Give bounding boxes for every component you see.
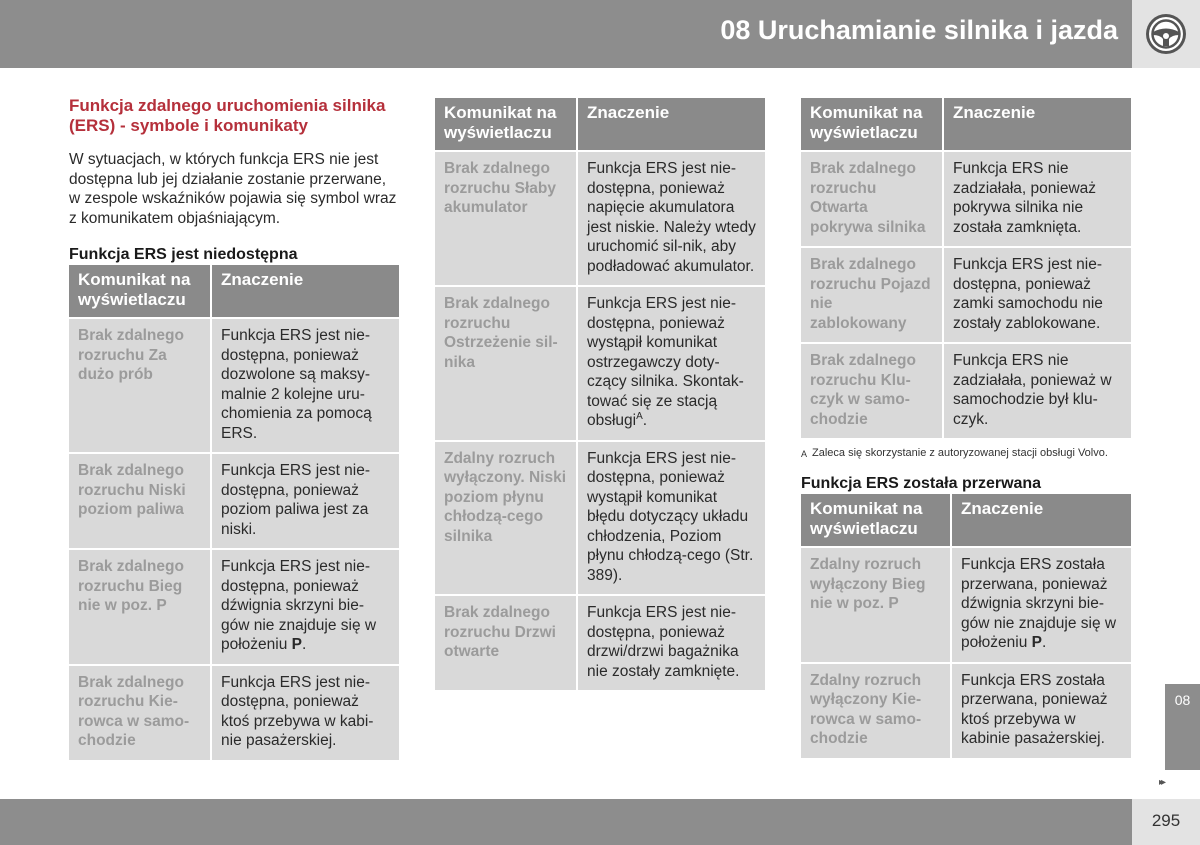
gear-position-label: P bbox=[291, 636, 303, 653]
header-message: Komunikat na wyświetlaczu bbox=[435, 98, 578, 152]
meaning-cell: Funkcja ERS nie zadziałała, ponieważ w samochodzie był klu-czyk. bbox=[944, 344, 1131, 440]
meaning-text: Funkcja ERS jest nie-dostępna, ponieważ wystąpił komunikat ostrzegawczy doty-czący silnika. Skontak-tować się ze stacją obsługi bbox=[587, 295, 744, 429]
message-cell: Brak zdalnego rozruchu Słaby akumulator bbox=[435, 152, 578, 287]
message-cell: Brak zdalnego rozruchu Otwarta pokrywa silnika bbox=[801, 152, 944, 248]
table-row bbox=[69, 319, 399, 454]
steering-wheel-icon bbox=[1145, 13, 1187, 55]
page-header bbox=[0, 0, 1132, 68]
column-right bbox=[801, 98, 1131, 760]
intro-paragraph: W sytuacjach, w których funkcja ERS nie jest dostępna lub jej działanie zostanie przerwane, w zespole wskaźników pojawia się symbol wraz z komunikatem objaśniającym. bbox=[69, 151, 397, 227]
column-middle bbox=[435, 98, 765, 692]
message-cell: Brak zdalnego rozruchu Niski poziom paliwa bbox=[69, 454, 212, 550]
gear-position-label: P bbox=[1031, 634, 1043, 651]
message-cell: Zdalny rozruch wyłączony Kie-rowca w samo-chodzie bbox=[801, 664, 952, 760]
table-row bbox=[435, 596, 765, 692]
section-title: Funkcja zdalnego uruchomienia silnika (ERS) - symbole i komunikaty bbox=[69, 96, 386, 135]
header-meaning: Znaczenie bbox=[952, 494, 1131, 548]
table-row bbox=[801, 344, 1131, 440]
column-left bbox=[69, 96, 399, 762]
table-row bbox=[801, 664, 1131, 760]
table-header-row bbox=[435, 98, 765, 152]
meaning-cell: Funkcja ERS jest nie-dostępna, ponieważ zamki samochodu nie zostały zablokowane. bbox=[944, 248, 1131, 344]
meaning-cell: Funkcja ERS jest nie-dostępna, ponieważ napięcie akumulatora jest niskie. Należy wtedy uruchomić sil-nik, aby podładować akumulator. bbox=[578, 152, 765, 287]
message-cell: Brak zdalnego rozruchu Klu-czyk w samo-chodzie bbox=[801, 344, 944, 440]
meaning-cell bbox=[952, 548, 1131, 664]
meaning-end: . bbox=[1042, 634, 1047, 651]
table-row bbox=[69, 666, 399, 762]
footnote-text: Zaleca się skorzystanie z autoryzowanej stacji obsługi Volvo. bbox=[812, 447, 1108, 459]
table-header-row bbox=[801, 494, 1131, 548]
meaning-cell: Funkcja ERS jest nie-dostępna, ponieważ wystąpił komunikat błędu dotyczący układu chłodzenia, Poziom płynu chłodzą-cego (Str. 389). bbox=[578, 442, 765, 597]
message-cell: Brak zdalnego rozruchu Kie-rowca w samo-chodzie bbox=[69, 666, 212, 762]
meaning-text: Funkcja ERS jest nie-dostępna, ponieważ dźwignia skrzyni bie-gów nie znajduje się w położeniu bbox=[221, 558, 377, 653]
table-row bbox=[435, 442, 765, 597]
chapter-side-tab: 08 bbox=[1165, 684, 1200, 770]
header-meaning: Znaczenie bbox=[212, 265, 399, 319]
message-cell: Brak zdalnego rozruchu Drzwi otwarte bbox=[435, 596, 578, 692]
message-cell: Zdalny rozruch wyłączony Bieg nie w poz. P bbox=[801, 548, 952, 664]
footnote-ref: A bbox=[636, 410, 643, 422]
header-message: Komunikat na wyświetlaczu bbox=[801, 494, 952, 548]
meaning-cell: Funkcja ERS nie zadziałała, ponieważ pokrywa silnika nie została zamknięta. bbox=[944, 152, 1131, 248]
page-number: 295 bbox=[1132, 799, 1200, 845]
meaning-cell: Funkcja ERS jest nie-dostępna, ponieważ dozwolone są maksy-malnie 2 kolejne uru-chomienia za pomocą ERS. bbox=[212, 319, 399, 454]
subheading-ers-interrupted: Funkcja ERS została przerwana bbox=[801, 475, 1042, 492]
footnote-mark: A bbox=[801, 449, 808, 459]
meaning-cell bbox=[212, 550, 399, 666]
table-ers-unavailable-3 bbox=[801, 98, 1131, 440]
table-row bbox=[435, 152, 765, 287]
subheading-ers-unavailable: Funkcja ERS jest niedostępna bbox=[69, 246, 298, 263]
table-row bbox=[69, 454, 399, 550]
next-page-arrows-icon: ▸▸ bbox=[1159, 777, 1164, 788]
header-meaning: Znaczenie bbox=[578, 98, 765, 152]
table-row bbox=[69, 550, 399, 666]
meaning-end: . bbox=[642, 412, 648, 429]
table-header-row bbox=[801, 98, 1131, 152]
meaning-cell: Funkcja ERS jest nie-dostępna, ponieważ drzwi/drzwi bagażnika nie zostały zamknięte. bbox=[578, 596, 765, 692]
meaning-text: Funkcja ERS została przerwana, ponieważ dźwignia skrzyni bie-gów nie znajduje się w położeniu bbox=[961, 556, 1117, 651]
meaning-cell: Funkcja ERS jest nie-dostępna, ponieważ poziom paliwa jest za niski. bbox=[212, 454, 399, 550]
chapter-icon-box bbox=[1132, 0, 1200, 68]
table-ers-unavailable-2 bbox=[435, 98, 765, 692]
table-ers-unavailable-1 bbox=[69, 265, 399, 762]
table-row bbox=[801, 248, 1131, 344]
message-cell: Zdalny rozruch wyłączony. Niski poziom płynu chłodzą-cego silnika bbox=[435, 442, 578, 597]
table-ers-interrupted bbox=[801, 494, 1131, 760]
meaning-end: . bbox=[302, 636, 307, 653]
table-header-row bbox=[69, 265, 399, 319]
message-cell: Brak zdalnego rozruchu Bieg nie w poz. P bbox=[69, 550, 212, 666]
message-cell: Brak zdalnego rozruchu Ostrzeżenie sil-nika bbox=[435, 287, 578, 442]
table-row bbox=[801, 152, 1131, 248]
message-cell: Brak zdalnego rozruchu Pojazd nie zablokowany bbox=[801, 248, 944, 344]
header-message: Komunikat na wyświetlaczu bbox=[801, 98, 944, 152]
footnote bbox=[801, 447, 1131, 460]
meaning-cell: Funkcja ERS jest nie-dostępna, ponieważ ktoś przebywa w kabi-nie pasażerskiej. bbox=[212, 666, 399, 762]
table-row bbox=[435, 287, 765, 442]
page-footer bbox=[0, 799, 1200, 845]
message-cell: Brak zdalnego rozruchu Za dużo prób bbox=[69, 319, 212, 454]
header-message: Komunikat na wyświetlaczu bbox=[69, 265, 212, 319]
chapter-title: 08 Uruchamianie silnika i jazda bbox=[720, 15, 1118, 45]
table-row bbox=[801, 548, 1131, 664]
meaning-cell: Funkcja ERS została przerwana, ponieważ ktoś przebywa w kabinie pasażerskiej. bbox=[952, 664, 1131, 760]
meaning-cell bbox=[578, 287, 765, 442]
header-meaning: Znaczenie bbox=[944, 98, 1131, 152]
